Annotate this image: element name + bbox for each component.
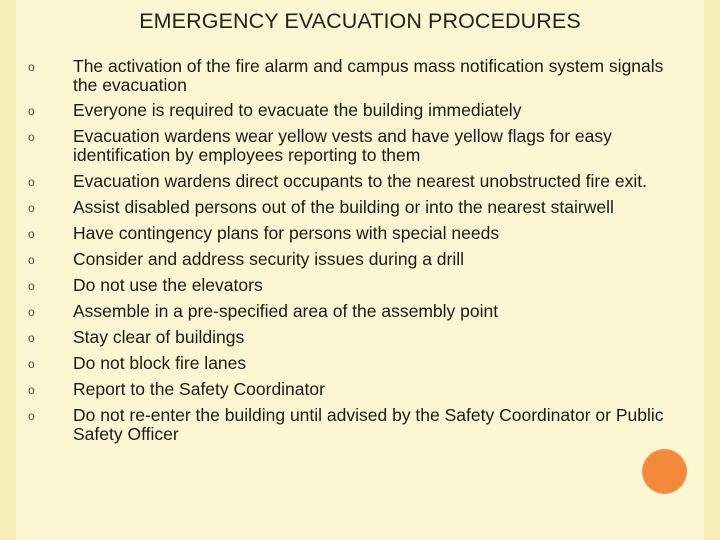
bullet-icon: o: [28, 279, 35, 293]
list-item: [0, 406, 720, 444]
list-item: [0, 198, 720, 217]
bullet-icon: o: [28, 175, 35, 189]
list-item-text: Assemble in a pre-specified area of the assembly point: [73, 301, 499, 321]
bullet-icon: o: [28, 357, 35, 371]
list-item-text: Do not use the elevators: [73, 275, 263, 295]
orange-circle-decoration: [642, 449, 687, 494]
list-item-text: Report to the Safety Coordinator: [73, 379, 325, 399]
list-item: [0, 250, 720, 269]
list-item: [0, 302, 720, 321]
bullet-icon: o: [28, 253, 35, 267]
list-item-text: Do not block fire lanes: [73, 353, 247, 373]
list-item: [0, 127, 720, 165]
list-item-text: Evacuation wardens direct occupants to the nearest unobstructed fire exit.: [73, 171, 647, 191]
bullet-icon: o: [28, 331, 35, 345]
list-item: [0, 354, 720, 373]
bullet-icon: o: [28, 201, 35, 215]
list-item-text: Assist disabled persons out of the building or into the nearest stairwell: [73, 197, 614, 217]
list-item: [0, 224, 720, 243]
bullet-icon: o: [28, 227, 35, 241]
bullet-icon: o: [28, 60, 35, 74]
slide-title: EMERGENCY EVACUATION PROCEDURES: [139, 9, 581, 33]
bullet-icon: o: [28, 383, 35, 397]
list-item-text: Consider and address security issues during a drill: [73, 249, 465, 269]
list-item: [0, 172, 720, 191]
bullet-icon: o: [28, 409, 35, 423]
list-item-text: Do not re-enter the building until advised by the Safety Coordinator or Public Safety Officer: [73, 405, 664, 444]
list-item-text: The activation of the fire alarm and campus mass notification system signals the evacuation: [73, 56, 664, 95]
bullet-icon: o: [28, 104, 35, 118]
list-item-text: Evacuation wardens wear yellow vests and have yellow flags for easy identification by employees reporting to them: [73, 126, 612, 165]
list-item: [0, 328, 720, 347]
list-item-text: Everyone is required to evacuate the building immediately: [73, 100, 522, 120]
list-item: [0, 276, 720, 295]
list-item: [0, 380, 720, 399]
list-item-text: Have contingency plans for persons with special needs: [73, 223, 500, 243]
list-item: [0, 101, 720, 120]
list-item: [0, 57, 720, 95]
list-item-text: Stay clear of buildings: [73, 327, 245, 347]
procedure-list: [0, 57, 720, 451]
bullet-icon: o: [28, 305, 35, 319]
bullet-icon: o: [28, 130, 35, 144]
